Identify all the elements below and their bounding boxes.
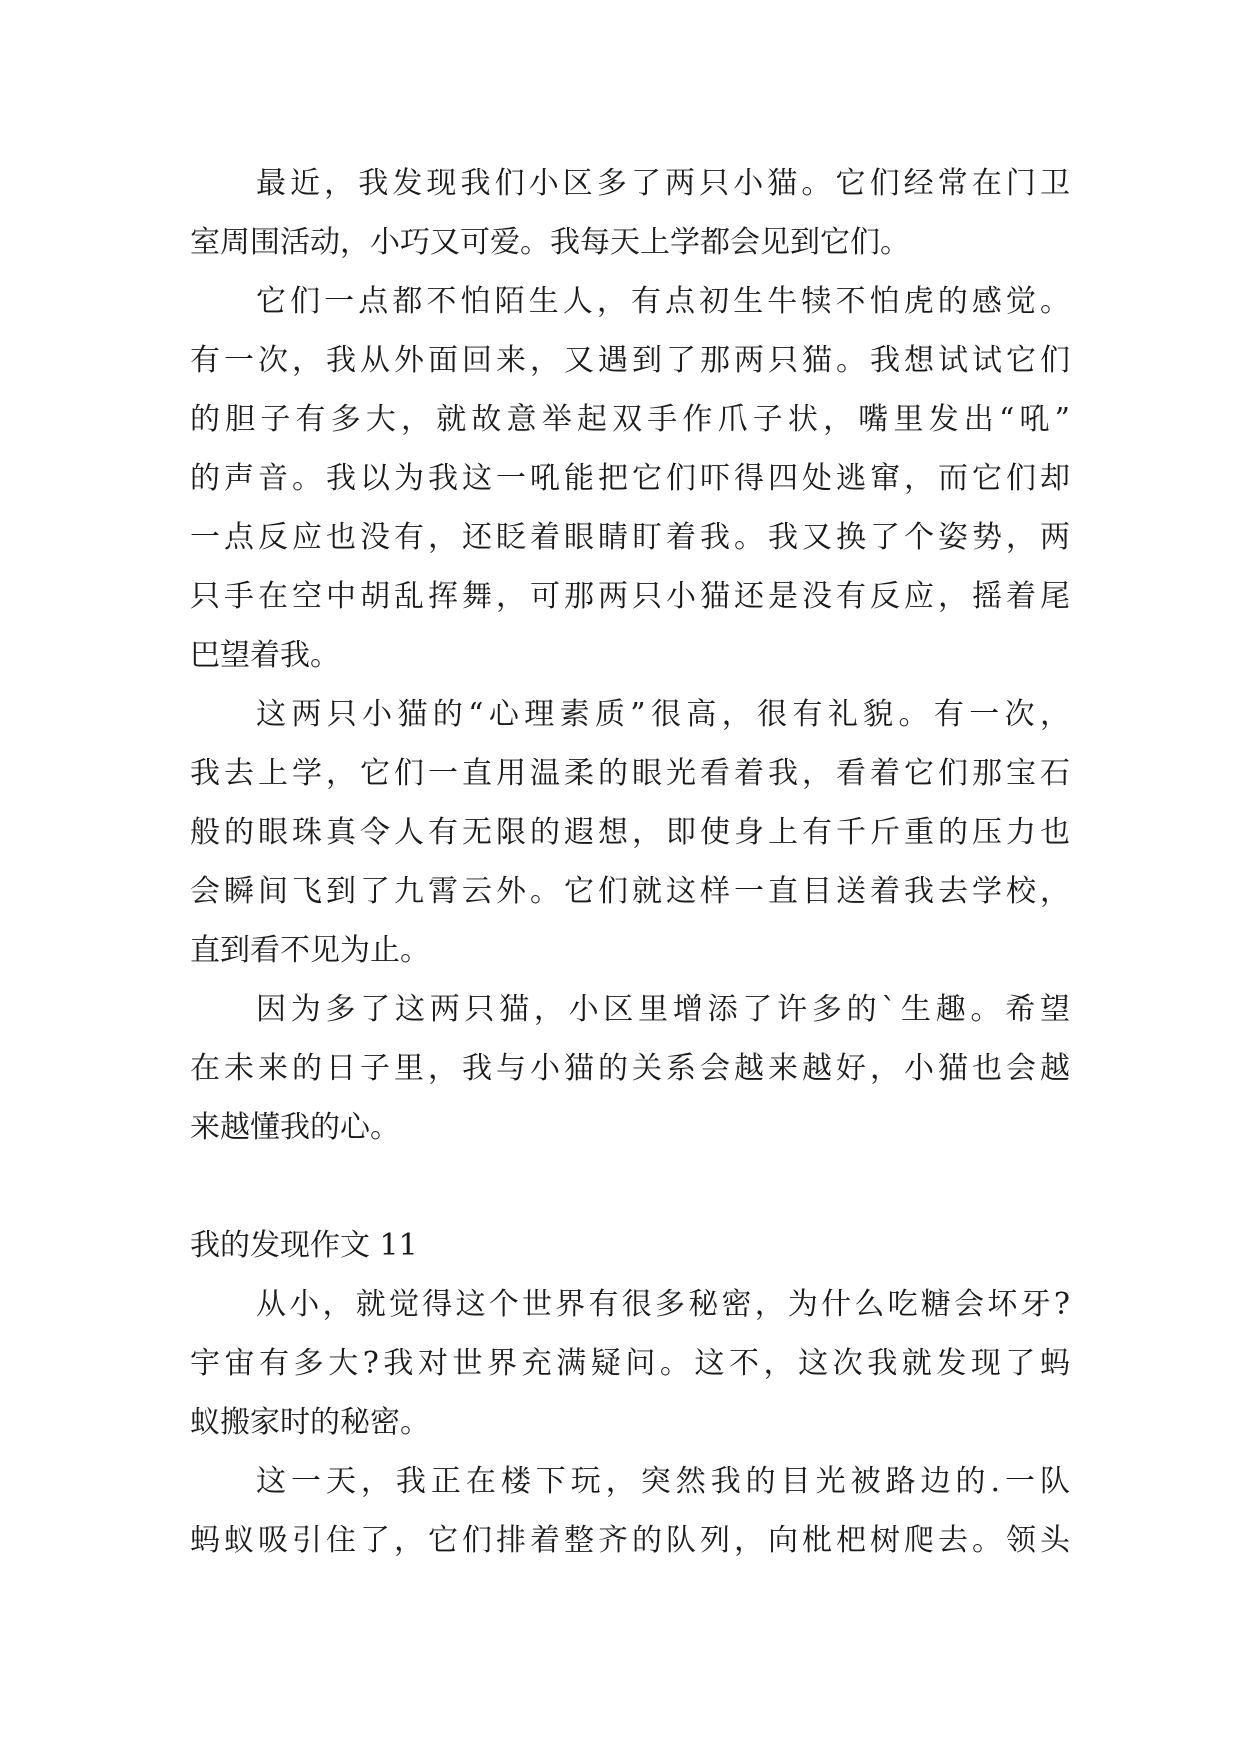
text-line: 来越懂我的心。 — [190, 1110, 400, 1145]
text-line: 巴望着我。 — [190, 638, 340, 673]
text-line: 蚁搬家时的秘密。 — [190, 1405, 430, 1440]
text-line: 一点反应也没有，还眨着眼睛盯着我。我又换了个姿势，两 — [190, 520, 1070, 555]
paragraph — [190, 1452, 1070, 1570]
spacer — [190, 1157, 1070, 1216]
paragraph — [190, 154, 1070, 272]
document-body — [190, 154, 1070, 1570]
text-line: 室周围活动，小巧又可爱。我每天上学都会见到它们。 — [190, 225, 910, 260]
text-line: 在未来的日子里，我与小猫的关系会越来越好，小猫也会越 — [190, 1051, 1070, 1086]
text-line: 最近，我发现我们小区多了两只小猫。它们经常在门卫 — [256, 166, 1070, 201]
text-line: 因为多了这两只猫，小区里增添了许多的`生趣。希望 — [256, 992, 1070, 1027]
text-line: 有一次，我从外面回来，又遇到了那两只猫。我想试试它们 — [190, 343, 1070, 378]
paragraph — [190, 272, 1070, 685]
text-line: 只手在空中胡乱挥舞，可那两只小猫还是没有反应，摇着尾 — [190, 579, 1070, 614]
text-line: 蚂蚁吸引住了，它们排着整齐的队列，向枇杷树爬去。领头 — [190, 1523, 1070, 1558]
text-line: 般的眼珠真令人有无限的遐想，即使身上有千斤重的压力也 — [190, 815, 1070, 850]
text-line: 会瞬间飞到了九霄云外。它们就这样一直目送着我去学校， — [190, 874, 1070, 909]
text-line: 宇宙有多大?我对世界充满疑问。这不，这次我就发现了蚂 — [190, 1346, 1070, 1381]
paragraph — [190, 1275, 1070, 1452]
text-line: 的声音。我以为我这一吼能把它们吓得四处逃窜，而它们却 — [190, 461, 1070, 496]
text-line: 我去上学，它们一直用温柔的眼光看着我，看着它们那宝石 — [190, 756, 1070, 791]
text-line: 这一天，我正在楼下玩，突然我的目光被路边的.一队 — [256, 1464, 1070, 1499]
text-line: 直到看不见为止。 — [190, 933, 430, 968]
text-line: 从小，就觉得这个世界有很多秘密，为什么吃糖会坏牙? — [256, 1287, 1070, 1322]
paragraph — [190, 685, 1070, 980]
section-heading: 我的发现作文 11 — [190, 1228, 418, 1263]
paragraph — [190, 980, 1070, 1157]
text-line: 这两只小猫的“心理素质”很高，很有礼貌。有一次， — [256, 697, 1070, 732]
text-line: 的胆子有多大，就故意举起双手作爪子状，嘴里发出“吼” — [190, 402, 1070, 437]
text-line: 它们一点都不怕陌生人，有点初生牛犊不怕虎的感觉。 — [256, 284, 1070, 319]
